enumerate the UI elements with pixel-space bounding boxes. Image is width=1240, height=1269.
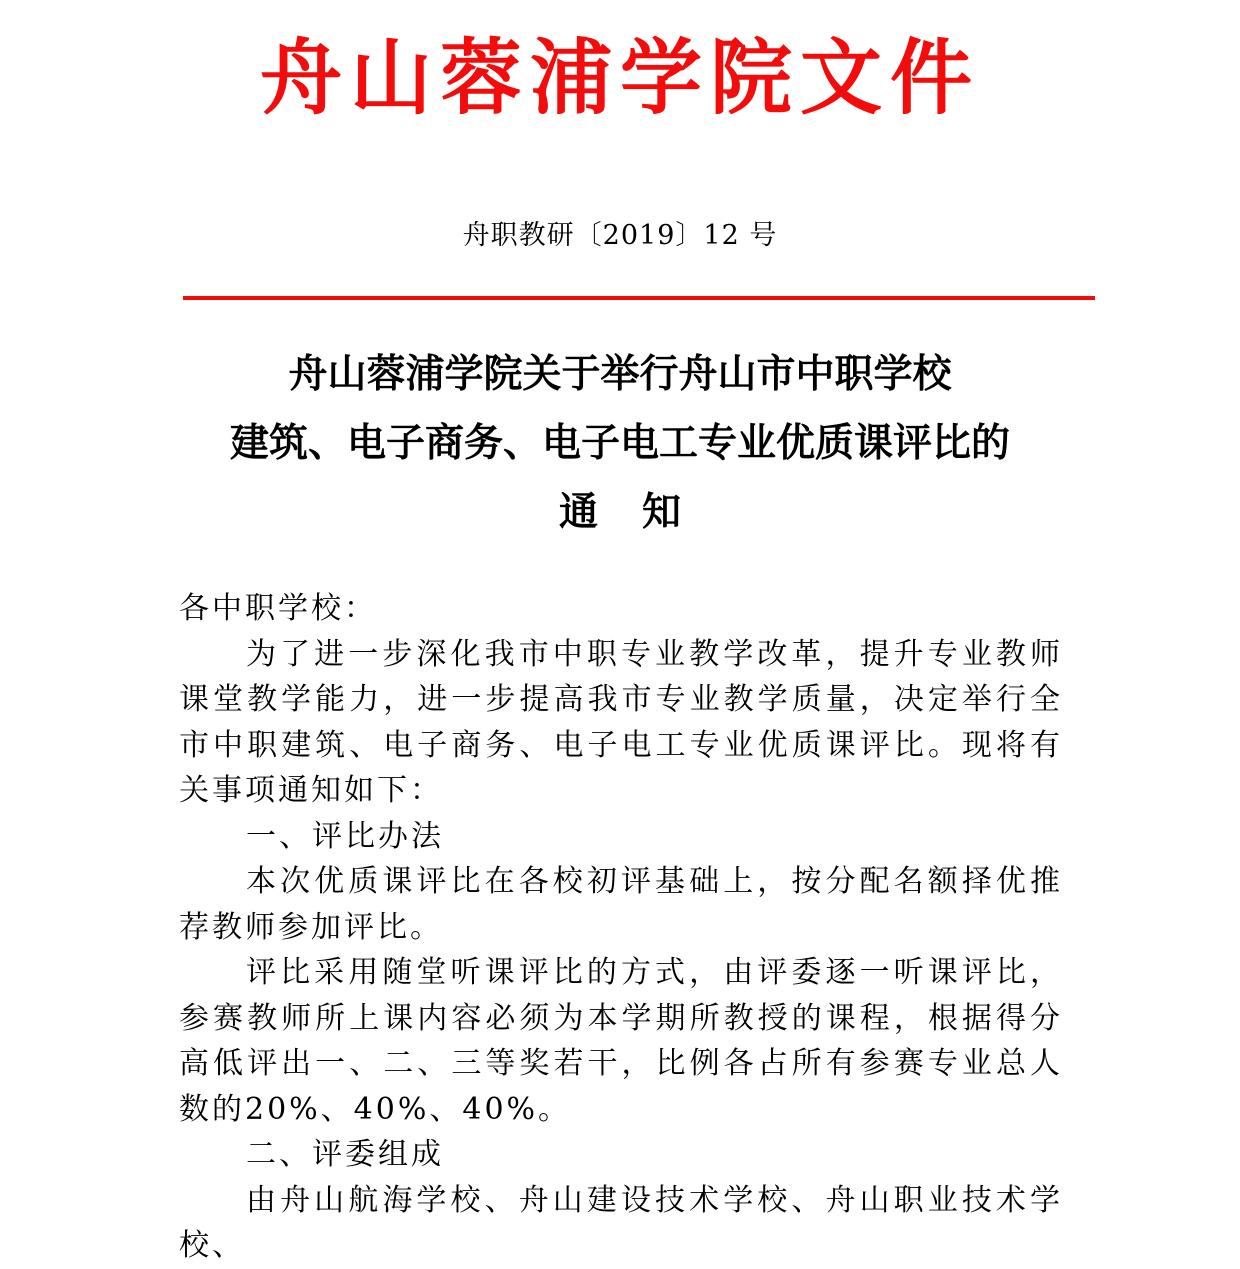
document-number: 舟职教研〔2019〕12 号 — [462, 220, 778, 251]
notice-title-line-2: 建筑、电子商务、电子电工专业优质课评比的 — [229, 420, 1010, 466]
notice-title-line-1: 舟山蓉浦学院关于举行舟山市中职学校 — [288, 351, 952, 397]
intro-paragraph: 为了进一步深化我市中职专业教学改革，提升专业教师课堂教学能力，进一步提高我市专业教学质量，决定举行全市中职建筑、电子商务、电子电工专业优质课评比。现将有关事项通知如下： — [179, 636, 1063, 808]
notice-title-line-3: 通知 — [558, 489, 725, 535]
red-divider-rule — [183, 296, 1095, 300]
salutation: 各中职学校： — [179, 591, 377, 626]
section-1-paragraph-2: 评比采用随堂听课评比的方式，由评委逐一听课评比，参赛教师所上课内容必须为本学期所教授的课程，根据得分高低评出一、二、三等奖若干，比例各占所有参赛专业总人数的20%、40%、40%。 — [179, 955, 1063, 1127]
section-1-heading: 一、评比办法 — [246, 818, 444, 854]
section-1-paragraph-1: 本次优质课评比在各校初评基础上，按分配名额择优推荐教师参加评比。 — [179, 864, 1063, 945]
section-2-heading: 二、评委组成 — [246, 1137, 444, 1172]
document-body — [179, 586, 1063, 1269]
masthead-title: 舟山蓉浦学院文件 — [259, 30, 980, 126]
notice-title — [120, 340, 1120, 547]
section-2-paragraph-1: 由舟山航海学校、舟山建设技术学校、舟山职业技术学校、 — [179, 1182, 1063, 1263]
